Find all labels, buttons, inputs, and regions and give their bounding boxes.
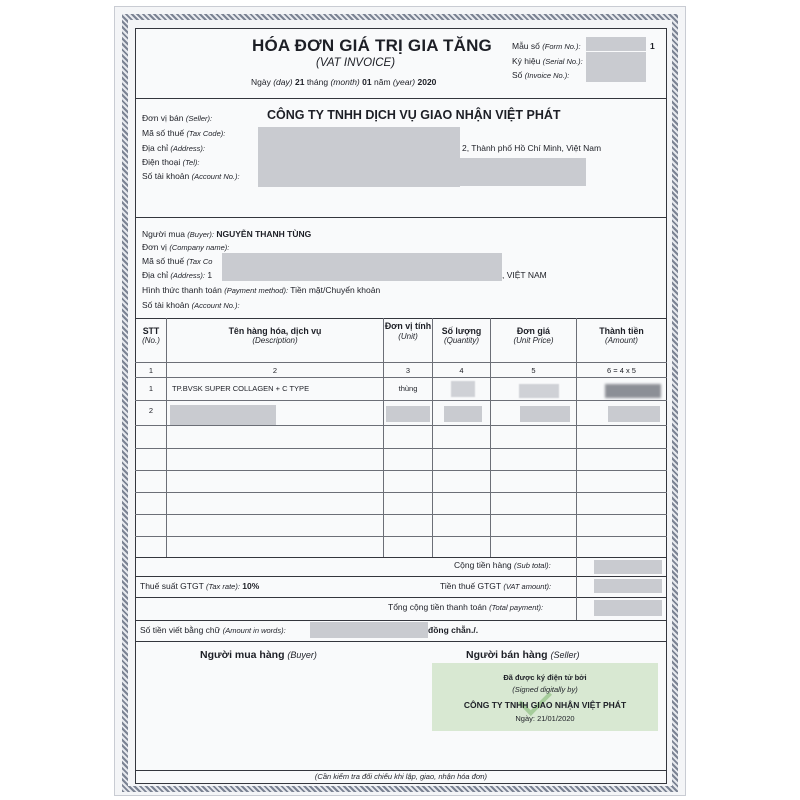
footer-note: (Cần kiểm tra đối chiếu khi lập, giao, nhận hóa đơn) [314,772,488,781]
redacted-serial-invoice [586,52,646,82]
vat-label: Tiền thuế GTGT (VAT amount): [440,581,552,591]
buyer-label: Người mua (Buyer): NGUYỄN THANH TÙNG [142,229,312,239]
col-header-unit-price: Đơn giá (Unit Price) [513,326,554,345]
col-header-no: STT (No.) [142,326,160,345]
redacted-seller-info [258,127,460,187]
redacted-row1-quantity [451,381,475,397]
buyer-payment: Hình thức thanh toán (Payment method): Tiền mặt/Chuyển khoản [142,285,381,295]
form-no: Mẫu số (Form No.): [512,41,581,51]
buyer-account-label: Số tài khoản (Account No.): [142,300,240,310]
buyer-address-label: Địa chỉ (Address): 1 [142,270,213,280]
redacted-subtotal [594,560,662,574]
signed-date: Ngày: 21/01/2020 [515,714,575,723]
redacted-row1-amount [605,384,661,398]
redacted-row2-description [170,405,276,425]
seller-address-label: Địa chỉ (Address): [142,143,205,153]
invoice-subtitle: (VAT INVOICE) [316,57,396,69]
col-header-description: Tên hàng hóa, dịch vụ (Description) [228,326,322,345]
amount-in-words-tail: đồng chẵn./. [428,625,479,635]
seller-label: Đơn vị bán (Seller): [142,113,213,123]
col-header-quantity: Số lượng (Quantity) [441,326,482,345]
seller-signature-label: Người bán hàng (Seller) [466,649,580,661]
signed-by-en: (Signed digitally by) [512,685,578,694]
redacted-row2-quantity [444,406,482,422]
buyer-signature-label: Người mua hàng (Buyer) [200,649,317,661]
buyer-address-tail: , VIỆT NAM [502,270,547,280]
serial-no: Ký hiệu (Serial No.): [512,56,583,66]
seller-address: 2, Thành phố Hồ Chí Minh, Việt Nam [462,143,602,153]
redacted-amount-in-words [310,622,428,638]
invoice-title: HÓA ĐƠN GIÁ TRỊ GIA TĂNG [252,36,492,55]
row1-unit: thùng [398,384,418,393]
redacted-buyer-address [222,253,502,281]
row2-no: 2 [148,406,154,415]
redacted-row2-unit [386,406,430,422]
buyer-company-label: Đơn vị (Company name): [142,242,230,252]
redacted-row2-price [520,406,570,422]
total-label: Tổng cộng tiền thanh toán (Total payment): [388,602,544,612]
redacted-vat [594,579,662,593]
invoice-no: Số (Invoice No.): [512,70,570,80]
redacted-seller-account [460,158,586,186]
invoice-date: Ngày (day) 21 tháng (month) 01 năm (year) 2020 [251,77,437,87]
redacted-form-no [586,37,646,51]
col-header-amount: Thành tiền (Amount) [599,326,644,345]
row1-description: TP.BVSK SUPER COLLAGEN + C TYPE [172,384,310,393]
redacted-total [594,600,662,616]
redacted-row1-price [519,384,559,398]
signed-company: CÔNG TY TNHH GIAO NHẬN VIỆT PHÁT [463,700,627,710]
amount-in-words-label: Số tiền viết bằng chữ (Amount in words): [140,625,286,635]
tax-rate: Thuế suất GTGT (Tax rate): 10% [140,581,260,591]
seller-phone-label: Điện thoại (Tel): [142,157,200,167]
redacted-row2-amount [608,406,660,422]
row1-no: 1 [148,384,154,393]
subtotal-label: Cộng tiền hàng (Sub total): [454,560,551,570]
seller-account-label: Số tài khoản (Account No.): [142,171,240,181]
seller-tax-label: Mã số thuế (Tax Code): [142,128,226,138]
buyer-tax-label: Mã số thuế (Tax Co [142,256,213,266]
signed-by-label: Đã được ký điện tử bởi [503,673,587,682]
col-header-unit: Đơn vị tính (Unit) [384,321,432,341]
seller-company: CÔNG TY TNHH DỊCH VỤ GIAO NHẬN VIỆT PHÁT [267,108,561,122]
